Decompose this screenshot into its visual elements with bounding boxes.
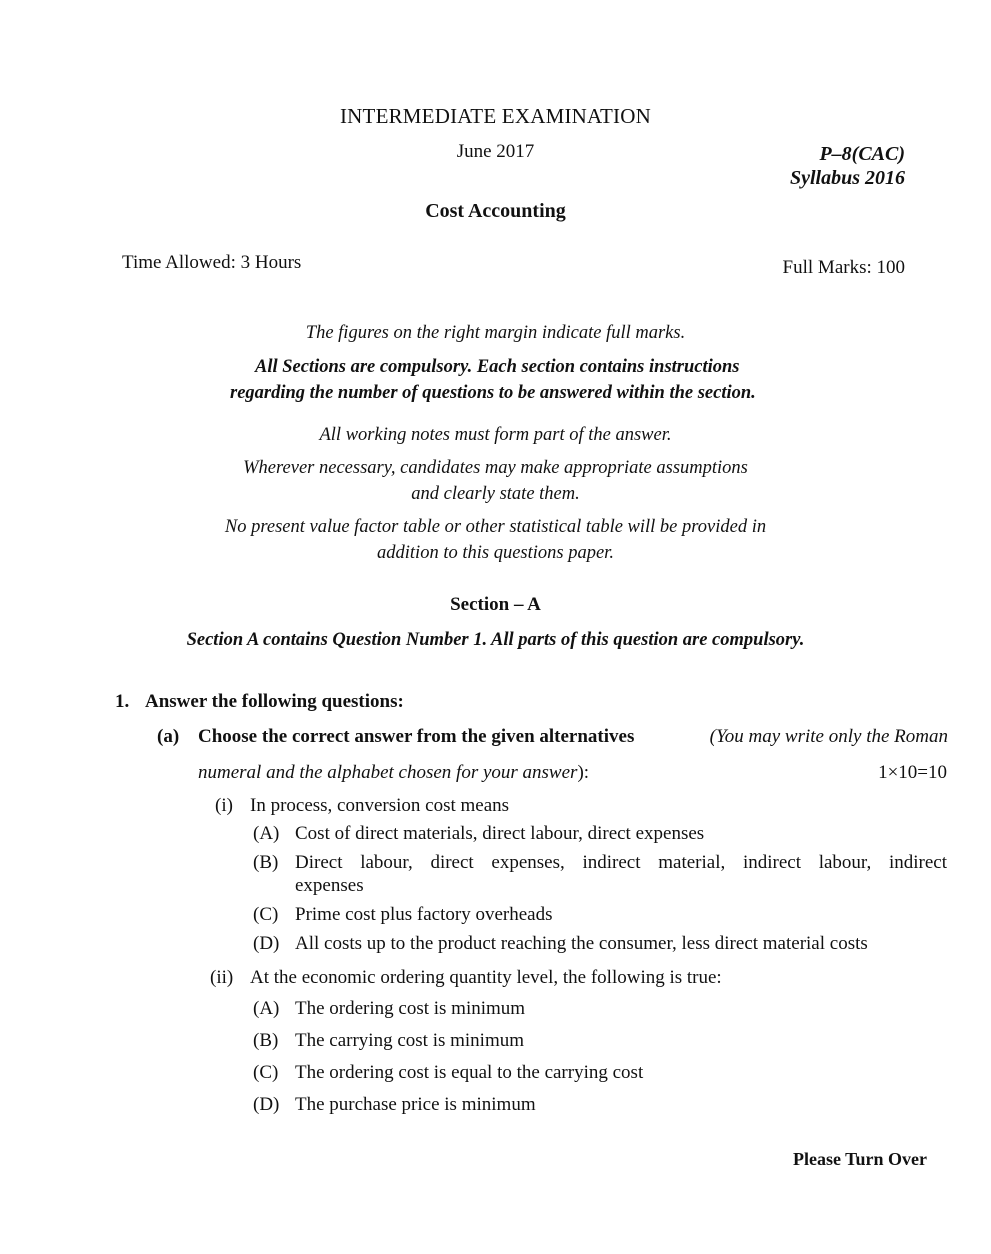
syllabus: Syllabus 2016 xyxy=(789,167,905,189)
subq-ii-option-b-label: (B) xyxy=(253,1030,279,1051)
exam-title: INTERMEDIATE EXAMINATION xyxy=(339,104,651,128)
subq-ii-text: At the economic ordering quantity level, the following is true: xyxy=(250,967,722,988)
subject-title: Cost Accounting xyxy=(425,200,566,222)
subq-i-text: In process, conversion cost means xyxy=(250,795,510,816)
part-a-label: (a) xyxy=(157,726,180,747)
subq-i-option-d-label: (D) xyxy=(253,933,280,954)
instruction-tables-1: No present value factor table or other statistical table will be provided in xyxy=(224,517,767,537)
full-marks: Full Marks: 100 xyxy=(782,257,905,278)
subq-i-option-a-label: (A) xyxy=(253,823,280,844)
subq-i-option-b-label: (B) xyxy=(253,852,279,873)
subq-i-option-c-label: (C) xyxy=(253,904,279,925)
paper-code: P–8(CAC) xyxy=(819,143,905,165)
part-a-note-2: numeral and the alphabet chosen for your answer xyxy=(198,762,578,783)
instruction-sections-1: All Sections are compulsory. Each section contains instructions xyxy=(255,357,740,377)
part-a-line-1 xyxy=(198,726,948,748)
part-a-note-1: (You may write only the Roman xyxy=(709,726,948,747)
subq-i-option-b-text-cont: expenses xyxy=(295,875,364,896)
section-title: Section – A xyxy=(450,594,541,615)
subq-ii-option-b-text: The carrying cost is minimum xyxy=(295,1030,525,1051)
subq-i-option-c-text: Prime cost plus factory overheads xyxy=(295,904,553,925)
subq-ii-option-a-text: The ordering cost is minimum xyxy=(295,998,526,1019)
instruction-marks: The figures on the right margin indicate full marks. xyxy=(305,323,686,343)
time-allowed: Time Allowed: 3 Hours xyxy=(122,252,302,273)
subq-ii-label: (ii) xyxy=(210,967,234,988)
instruction-working-notes: All working notes must form part of the answer. xyxy=(319,425,672,445)
question-text: Answer the following questions: xyxy=(145,691,404,712)
instruction-tables-2: addition to this questions paper. xyxy=(377,543,614,563)
part-a-line-2 xyxy=(198,762,589,784)
please-turn-over: Please Turn Over xyxy=(793,1149,927,1169)
subq-i-option-d-text: All costs up to the product reaching the consumer, less direct material costs xyxy=(295,933,868,954)
part-a-note-2-suffix: ): xyxy=(577,762,590,783)
subq-i-label: (i) xyxy=(215,795,233,816)
instruction-assumptions-2: and clearly state them. xyxy=(411,484,580,504)
part-a-text: Choose the correct answer from the given alternatives xyxy=(198,726,635,747)
section-note: Section A contains Question Number 1. All parts of this question are compulsory. xyxy=(186,630,805,650)
instruction-sections-2: regarding the number of questions to be answered within the section. xyxy=(230,383,756,403)
subq-i-option-a-text: Cost of direct materials, direct labour, direct expenses xyxy=(295,823,705,844)
part-a-marks: 1×10=10 xyxy=(878,762,947,783)
subq-i-option-b-text: Direct labour, direct expenses, indirect material, indirect labour, indirect xyxy=(295,852,947,873)
exam-session: June 2017 xyxy=(456,141,535,162)
question-number: 1. xyxy=(115,691,130,712)
subq-ii-option-a-label: (A) xyxy=(253,998,280,1019)
subq-ii-option-d-text: The purchase price is minimum xyxy=(295,1094,536,1115)
subq-ii-option-c-text: The ordering cost is equal to the carrying cost xyxy=(295,1062,644,1083)
subq-ii-option-c-label: (C) xyxy=(253,1062,279,1083)
subq-ii-option-d-label: (D) xyxy=(253,1094,280,1115)
instruction-assumptions-1: Wherever necessary, candidates may make appropriate assumptions xyxy=(243,458,748,478)
